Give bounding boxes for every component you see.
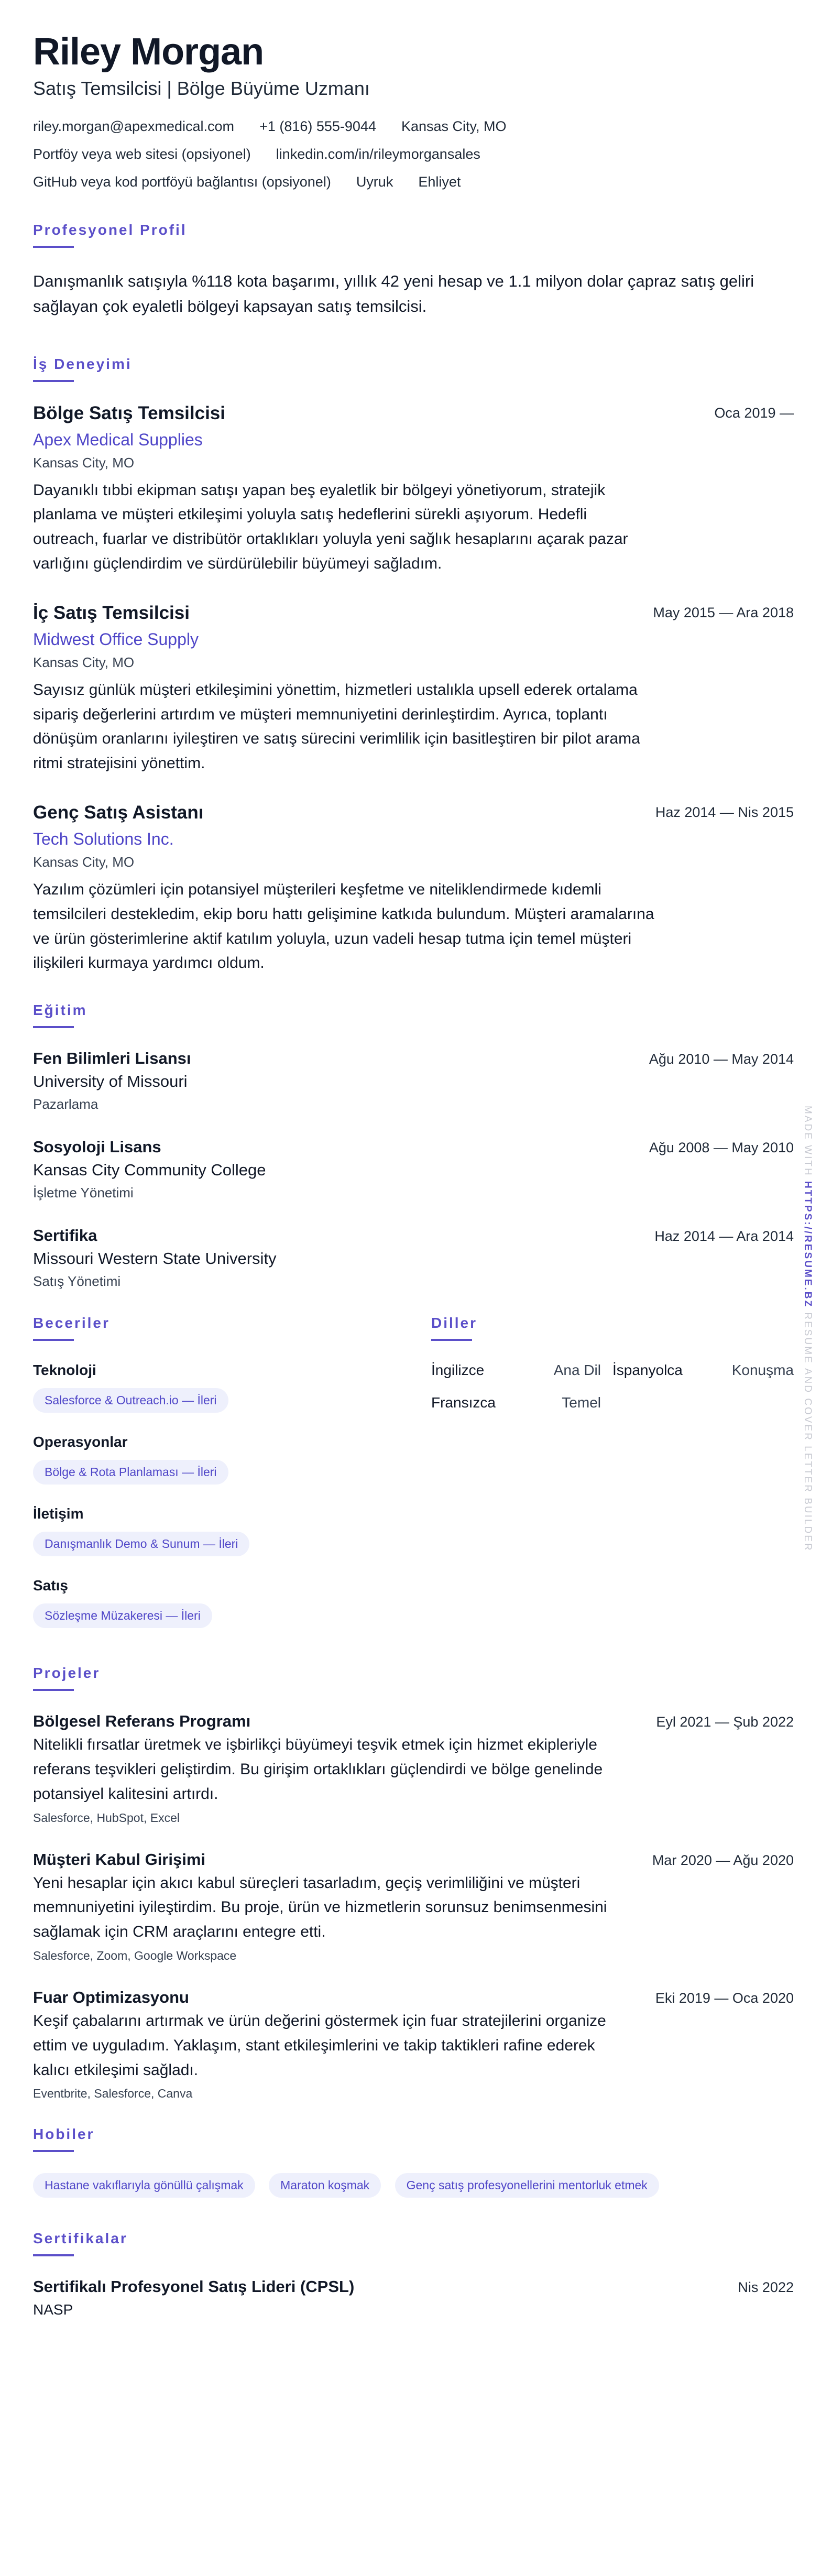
education-section: [33, 1002, 794, 1290]
section-title: Profesyonel Profil: [33, 221, 187, 238]
education-date: Ağu 2008 — May 2010: [649, 1140, 794, 1156]
skill-category: Satış: [33, 1577, 68, 1594]
job-description: Sayısız günlük müşteri etkileşimini yönettim, hizmetleri ustalıkla upsell ederek ortalama sipariş değerlerini artırdım ve müşteri memnuniyetini derinleştirdim. Ayrıca, toplantı dönüşüm oranlarını iyileştiren ve satış sürecini verimlilik için basitleştiren bir pilot arama ritmi stratejisini yönettim.: [33, 681, 640, 772]
language-level: Ana Dil: [553, 1362, 601, 1379]
skill-group: [33, 1505, 431, 1556]
job-description: Yazılım çözümleri için potansiyel müşterileri keşfetme ve niteliklendirmede kıdemli temsilcileri destekledim, ekip boru hattı gelişimine katkıda bulundum. Müşteri aramalarına ve ürün gösterimlerine aktif katılım yoluyla, uzun vadeli hesap tutma için temel müşteri ilişkileri kurmaya yardımcı oldum.: [33, 881, 654, 972]
experience-entry: [33, 403, 794, 576]
degree-title: Fen Bilimleri Lisansı: [33, 1049, 191, 1068]
degree-title: Sosyoloji Lisans: [33, 1138, 161, 1156]
project-entry: [33, 1712, 794, 1825]
profile-summary: Danışmanlık satışıyla %118 kota başarımı, yıllık 42 yeni hesap ve 1.1 milyon dolar çapraz satış geliri sağlayan çok eyaletli bölgeyi kapsayan satış temsilcisi.: [33, 271, 754, 315]
language-row: [431, 1362, 794, 1379]
section-divider: [33, 1689, 74, 1691]
section-divider: [33, 1026, 74, 1028]
contact-phone[interactable]: +1 (816) 555-9044: [259, 118, 376, 134]
field-of-study: Satış Yönetimi: [33, 1273, 121, 1290]
language-name: İspanyolca: [612, 1362, 683, 1379]
job-date: Haz 2014 — Nis 2015: [655, 804, 794, 821]
hobby-pill: Hastane vakıflarıyla gönüllü çalışmak: [33, 2173, 255, 2198]
field-of-study: Pazarlama: [33, 1096, 98, 1112]
job-location: Kansas City, MO: [33, 854, 135, 870]
education-entry: [33, 1049, 794, 1112]
language-row: [431, 1394, 794, 1411]
project-tech: Eventbrite, Salesforce, Canva: [33, 2087, 193, 2101]
languages-section: [431, 1315, 794, 1628]
section-divider: [431, 1339, 472, 1341]
skill-category: Teknoloji: [33, 1362, 96, 1379]
project-tech: Salesforce, HubSpot, Excel: [33, 1810, 180, 1825]
section-title: Projeler: [33, 1665, 101, 1682]
job-date: May 2015 — Ara 2018: [653, 604, 794, 620]
contact-row: [33, 146, 794, 162]
skill-group: [33, 1434, 431, 1485]
watermark-text: [802, 1106, 813, 1552]
hobby-pill: Maraton koşmak: [269, 2173, 381, 2198]
contact-email[interactable]: riley.morgan@apexmedical.com: [33, 118, 235, 134]
section-title: Beceriler: [33, 1315, 110, 1331]
project-date: Mar 2020 — Ağu 2020: [652, 1852, 794, 1868]
education-entry: [33, 1138, 794, 1201]
language-level: Temel: [562, 1394, 601, 1411]
skill-group: [33, 1362, 431, 1413]
certification-entry: [33, 2277, 794, 2318]
project-entry: [33, 1988, 794, 2101]
project-date: Eyl 2021 — Şub 2022: [656, 1714, 794, 1730]
project-name: Müşteri Kabul Girişimi: [33, 1850, 206, 1869]
section-divider: [33, 2254, 74, 2256]
project-description: Nitelikli fırsatlar üretmek ve işbirlikçi büyümeyi teşvik etmek için hizmet ekipleriyle referans teşvikleri geliştirdim. Bu girişim ortaklıkları güçlendirdi ve bölge genelinde potansiyel kalitesini artırdı.: [33, 1736, 603, 1803]
company-name: Apex Medical Supplies: [33, 430, 203, 449]
profile-section: [33, 222, 794, 319]
education-date: Ağu 2010 — May 2014: [649, 1051, 794, 1067]
section-title: Diller: [431, 1315, 478, 1331]
hobby-list: [33, 2173, 794, 2198]
skill-category: Operasyonlar: [33, 1434, 128, 1450]
watermark-url[interactable]: HTTPS://RESUME.BZ: [802, 1181, 813, 1308]
certification-issuer: NASP: [33, 2301, 73, 2318]
certification-date: Nis 2022: [738, 2279, 794, 2296]
job-title: Bölge Satış Temsilcisi: [33, 402, 225, 423]
hobby-pill: Genç satış profesyonellerini mentorluk etmek: [395, 2173, 659, 2198]
language-item: [431, 1394, 612, 1411]
skill-category: İletişim: [33, 1505, 84, 1522]
project-tech: Salesforce, Zoom, Google Workspace: [33, 1949, 237, 1963]
skills-languages-row: [33, 1315, 794, 1628]
job-description: Dayanıklı tıbbi ekipman satışı yapan beş eyaletlik bir bölgeyi yönetiyorum, stratejik planlama ve müşteri etkileşimi yoluyla satış hedeflerini sürekli aşıyorum. Hedefli outreach, fuarlar ve distribütör ortaklıkları yoluyla yeni sağlık hesaplarını açarak pazar varlığını güçlendirdim ve sürdürülebilir büyümeyi sağladım.: [33, 481, 628, 573]
experience-entry: [33, 802, 794, 976]
contact-location: Kansas City, MO: [401, 118, 507, 134]
skill-pill: Bölge & Rota Planlaması — İleri: [33, 1460, 228, 1485]
project-entry: [33, 1850, 794, 1963]
section-divider: [33, 246, 74, 248]
job-location: Kansas City, MO: [33, 654, 135, 670]
contact-nationality: Uyruk: [356, 173, 393, 190]
experience-entry: [33, 603, 794, 776]
project-date: Eki 2019 — Oca 2020: [655, 1990, 794, 2006]
education-date: Haz 2014 — Ara 2014: [654, 1228, 794, 1245]
skill-group: [33, 1577, 431, 1628]
builder-watermark: [802, 1106, 821, 1552]
school-name: University of Missouri: [33, 1072, 188, 1091]
language-item: [431, 1362, 612, 1379]
section-title: Eğitim: [33, 1002, 87, 1019]
skill-pill: Sözleşme Müzakeresi — İleri: [33, 1603, 212, 1628]
watermark-suffix: RESUME AND COVER LETTER BUILDER: [802, 1312, 813, 1552]
certification-name: Sertifikalı Profesyonel Satış Lideri (CPSL): [33, 2277, 355, 2296]
section-divider: [33, 380, 74, 382]
language-item: [612, 1362, 794, 1379]
certifications-section: [33, 2230, 794, 2318]
school-name: Kansas City Community College: [33, 1161, 266, 1180]
project-name: Fuar Optimizasyonu: [33, 1988, 189, 2007]
contact-row: [33, 174, 794, 190]
projects-section: [33, 1665, 794, 2101]
company-name: Midwest Office Supply: [33, 629, 199, 649]
field-of-study: İşletme Yönetimi: [33, 1185, 134, 1201]
contact-license: Ehliyet: [418, 173, 461, 190]
resume-page: [33, 32, 794, 2318]
contact-linkedin[interactable]: linkedin.com/in/rileymorgansales: [276, 146, 480, 162]
section-title: Sertifikalar: [33, 2230, 128, 2247]
language-level: Konuşma: [731, 1362, 794, 1379]
project-name: Bölgesel Referans Programı: [33, 1712, 251, 1731]
language-name: Fransızca: [431, 1394, 496, 1411]
section-divider: [33, 2150, 74, 2152]
job-date: Oca 2019 —: [714, 405, 794, 421]
section-title: İş Deneyimi: [33, 355, 132, 372]
company-name: Tech Solutions Inc.: [33, 829, 174, 849]
contact-github[interactable]: GitHub veya kod portföyü bağlantısı (opsiyonel): [33, 173, 331, 190]
degree-title: Sertifika: [33, 1226, 97, 1245]
experience-section: [33, 356, 794, 976]
hobbies-section: [33, 2126, 794, 2198]
candidate-name: Riley Morgan: [33, 31, 264, 73]
skills-section: [33, 1315, 431, 1628]
language-name: İngilizce: [431, 1362, 485, 1379]
section-divider: [33, 1339, 74, 1341]
project-description: Keşif çabalarını artırmak ve ürün değerini göstermek için fuar stratejilerini organize ettim ve uyguladım. Yaklaşım, stant etkileşimlerini ve takip taktikleri rafine ederek kalıcı etkileşimi sağladı.: [33, 2012, 606, 2079]
watermark-prefix: MADE WITH: [802, 1106, 813, 1177]
section-title: Hobiler: [33, 2126, 95, 2143]
resume-header: [33, 32, 794, 190]
project-description: Yeni hesaplar için akıcı kabul süreçleri tasarladım, geçiş verimliliğini ve müşteri memnuniyetini iyileştirdim. Bu proje, ürün ve hizmetlerin sorunsuz benimsenmesini sağlamak için CRM araçlarını entegre etti.: [33, 1874, 607, 1941]
school-name: Missouri Western State University: [33, 1249, 277, 1268]
candidate-subtitle: Satış Temsilcisi | Bölge Büyüme Uzmanı: [33, 77, 370, 99]
education-entry: [33, 1226, 794, 1290]
contact-block: [33, 118, 794, 190]
job-location: Kansas City, MO: [33, 454, 135, 471]
job-title: Genç Satış Asistanı: [33, 802, 204, 823]
job-title: İç Satış Temsilcisi: [33, 602, 190, 623]
skill-pill: Salesforce & Outreach.io — İleri: [33, 1388, 228, 1413]
contact-portfolio[interactable]: Portföy veya web sitesi (opsiyonel): [33, 146, 251, 162]
skill-pill: Danışmanlık Demo & Sunum — İleri: [33, 1532, 249, 1556]
contact-row: [33, 118, 794, 135]
